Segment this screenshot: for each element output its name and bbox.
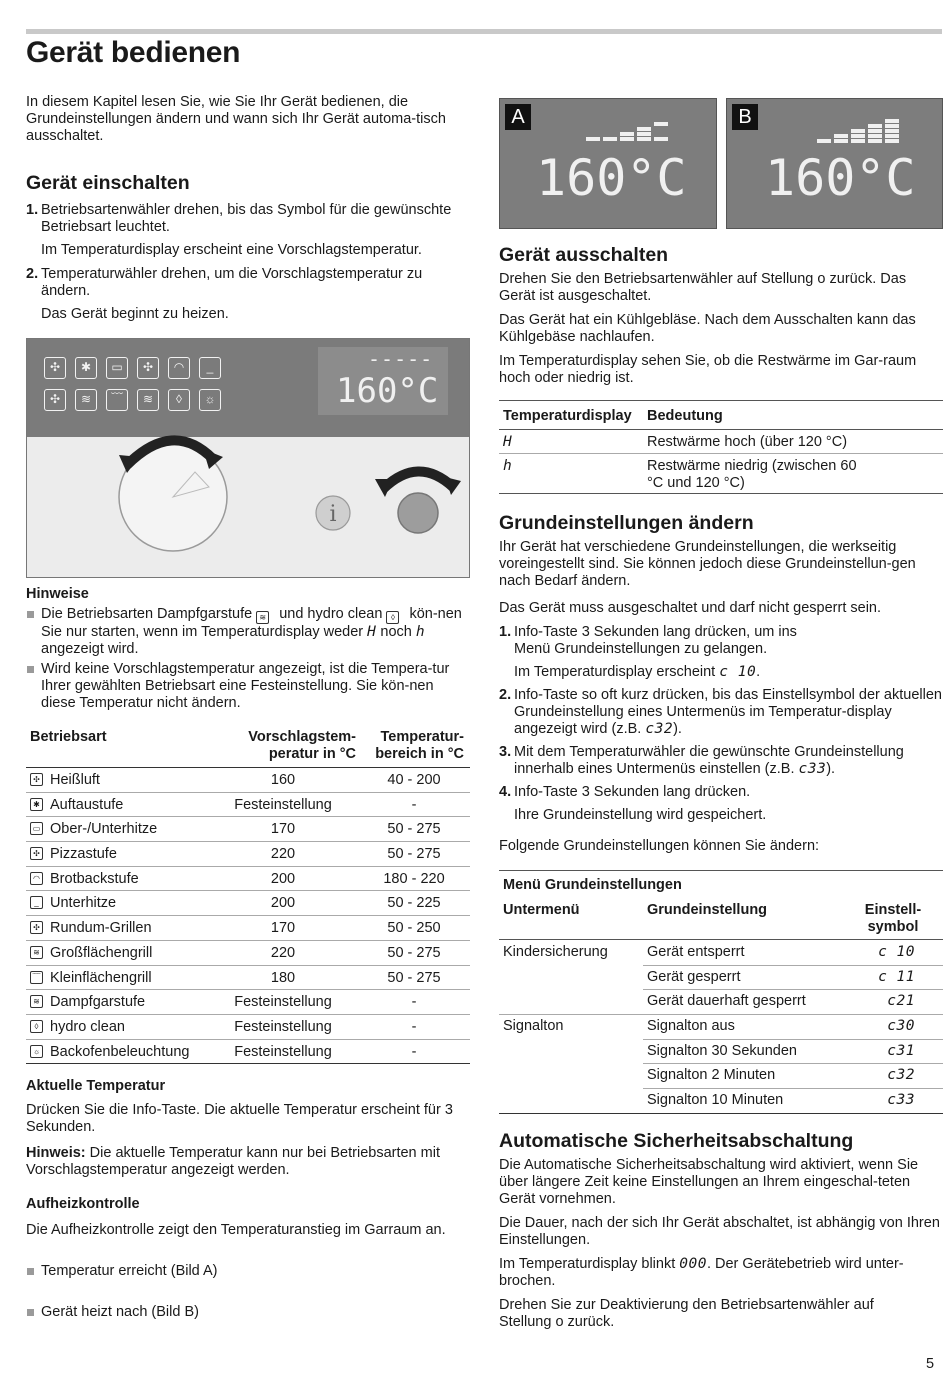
step-number: 4. — [499, 784, 512, 800]
step-1 — [26, 202, 470, 259]
fan-icon: ✣ — [30, 773, 43, 786]
hint-label: Hinweis: — [26, 1145, 86, 1161]
heading-grundeinstellungen: Grundeinstellungen ändern — [499, 512, 754, 534]
mode-range: 50 - 275 — [387, 846, 441, 863]
table-row — [26, 941, 470, 966]
mode-name: Ober-/Unterhitze — [50, 821, 158, 838]
table-title: Menü Grundeinstellungen — [503, 877, 682, 893]
round-grill-icon[interactable]: ✣ — [44, 389, 66, 411]
table-row — [26, 842, 470, 867]
mode-name: Pizzastufe — [50, 846, 117, 863]
bread-icon: ◠ — [30, 872, 43, 885]
table-row — [499, 1014, 943, 1039]
setting-symbol: c33 — [887, 1092, 915, 1109]
oven-light-icon: ☼ — [30, 1045, 43, 1058]
text: . — [756, 664, 761, 680]
display-label: A — [505, 104, 531, 130]
setting-name: Signalton 2 Minuten — [647, 1067, 776, 1084]
step-result — [514, 664, 943, 681]
display-image-a — [499, 98, 717, 229]
large-grill-icon[interactable]: ≋ — [75, 389, 97, 411]
oven-light-icon[interactable]: ☼ — [199, 389, 221, 411]
table-row — [26, 966, 470, 991]
text: Mit dem Temperaturwähler die gewünschte Grundeinstellung innerhalb eines Untermenüs einstellen (z.B. — [514, 744, 904, 777]
heading-sicherheit: Automatische Sicherheitsabschaltung — [499, 1130, 854, 1152]
hydro-clean-icon: ◊ — [30, 1020, 43, 1033]
display-code: h — [503, 458, 513, 474]
settings-table — [499, 870, 943, 1113]
panel-display-temp: 160°C — [336, 371, 439, 411]
step-3 — [499, 744, 943, 778]
step-2 — [499, 687, 943, 738]
mode-range: 50 - 275 — [387, 821, 441, 838]
table-row — [26, 891, 470, 916]
col-header: Einstell-symbol — [864, 902, 922, 935]
mode-range: - — [411, 994, 417, 1011]
settings-table-header — [499, 896, 943, 940]
step-text: Info-Taste 3 Sekunden lang drücken. — [514, 784, 751, 800]
hinweis-text: kön-nen Sie nur starten, wenn im Temperaturdisplay weder — [41, 606, 462, 640]
setting-name: Signalton aus — [647, 1018, 735, 1035]
submenu-name: Signalton — [503, 1018, 564, 1035]
top-bottom-heat-icon: ▭ — [30, 822, 43, 835]
modes-table — [26, 728, 470, 1064]
heat-bars-full — [586, 121, 668, 143]
hydro-clean-icon[interactable]: ◊ — [168, 389, 190, 411]
aktuelle-temperatur-text: Drücken Sie die Info-Taste. Die aktuelle Temperatur erscheint für 3 Sekunden. — [26, 1102, 453, 1135]
mode-name: Brotbackstufe — [50, 870, 139, 887]
steam-icon: ≋ — [256, 611, 269, 624]
steam-icon: ≋ — [30, 995, 43, 1008]
table-row — [26, 1015, 470, 1040]
grund-steps — [499, 624, 943, 824]
grund-p3: Folgende Grundeinstellungen können Sie ändern: — [499, 838, 820, 854]
modes-table-header — [26, 728, 470, 768]
grund-p1: Ihr Gerät hat verschiedene Grundeinstellungen, die werkseitig voreingestellt sind. Sie können jedoch diese Grundeinstellun-gen nach Bedarf ändern. — [499, 539, 916, 589]
mode-range: 40 - 200 — [387, 772, 441, 788]
mode-name: Rundum-Grillen — [50, 920, 152, 937]
svg-text:i: i — [329, 502, 337, 527]
mode-name: Backofenbeleuchtung — [50, 1043, 190, 1060]
table-row — [26, 1040, 470, 1065]
hinweis-text: noch — [376, 624, 416, 640]
mode-temp: Festeinstellung — [234, 1043, 332, 1060]
step-number: 2. — [26, 266, 39, 282]
settings-table-title — [499, 870, 943, 896]
hint-text: Die aktuelle Temperatur kann nur bei Betriebsarten mit Vorschlagstemperatur angezeigt werden. — [26, 1145, 440, 1178]
bread-icon[interactable]: ◠ — [168, 357, 190, 379]
step-number: 1. — [499, 624, 512, 640]
mode-range: 50 - 275 — [387, 969, 441, 986]
off-position-symbol: o — [555, 1314, 564, 1330]
settings-table-body — [499, 940, 943, 1113]
text: Im Temperaturdisplay blinkt — [499, 1256, 680, 1272]
rest-meaning: Restwärme hoch (über 120 °C) — [647, 434, 848, 450]
hinweis-item: Wird keine Vorschlagstemperatur angezeigt, ist die Tempera-tur Ihrer gewählten Betriebsart eine Festeinstellung. Sie kön-nen diese Temperatur nicht ändern. — [26, 661, 470, 712]
text: . Der Gerätebetrieb wird unter-brochen. — [499, 1256, 904, 1289]
table-row — [26, 793, 470, 818]
steam-icon[interactable]: ≋ — [137, 389, 159, 411]
setting-name: Gerät gesperrt — [647, 968, 741, 985]
col-header: Temperaturdisplay — [503, 408, 632, 424]
intro-text: In diesem Kapitel lesen Sie, wie Sie Ihr Gerät bedienen, die Grundeinstellungen ändern und wann sich Ihr Gerät automa-tisch ausschaltet. — [26, 94, 446, 144]
rest-table-row — [499, 454, 943, 494]
restwaerme-table — [499, 400, 943, 494]
mode-temp: Festeinstellung — [234, 1018, 332, 1035]
display-code: h — [415, 624, 426, 640]
submenu-name: Kindersicherung — [503, 944, 608, 960]
col-header: Betriebsart — [30, 729, 107, 745]
setting-symbol: c21 — [887, 993, 915, 1010]
mode-range: - — [411, 796, 417, 813]
panel-display — [318, 347, 448, 415]
thaw-icon[interactable]: ✱ — [75, 357, 97, 379]
hinweis-item — [26, 606, 470, 658]
table-row — [26, 867, 470, 892]
panel-display-bars: ----- — [368, 347, 434, 371]
step-number: 3. — [499, 744, 512, 760]
display-code: c 10 — [719, 664, 757, 680]
text: zurück. — [563, 1314, 615, 1330]
mode-name: Heißluft — [50, 772, 100, 788]
text: Drehen Sie den Betriebsartenwähler auf Stellung — [499, 271, 818, 287]
mode-name: Großflächengrill — [50, 944, 153, 961]
mode-range: - — [411, 1043, 417, 1060]
sicherheit-p2: Die Dauer, nach der sich Ihr Gerät abschaltet, ist abhängig von Ihren Einstellungen. — [499, 1215, 940, 1248]
mode-temp: 170 — [270, 920, 296, 937]
mode-name: hydro clean — [50, 1018, 125, 1035]
page-title: Gerät bedienen — [26, 36, 241, 69]
display-code: c32 — [645, 721, 674, 737]
hinweis-text: und hydro clean — [275, 606, 387, 622]
bottom-heat-icon[interactable]: _ — [199, 357, 221, 379]
panel-knobs — [27, 427, 469, 577]
mode-temp: Festeinstellung — [234, 994, 332, 1011]
step-number: 2. — [499, 687, 512, 703]
large-grill-icon: ≋ — [30, 946, 43, 959]
pizza-icon: ✣ — [30, 847, 43, 860]
mode-range: 50 - 225 — [387, 895, 441, 912]
setting-symbol: c31 — [887, 1042, 915, 1059]
row-divider — [499, 1113, 943, 1114]
step-1 — [499, 624, 943, 681]
hinweise-list — [26, 606, 470, 712]
step-text — [514, 687, 943, 738]
display-label: B — [732, 104, 758, 130]
step-4 — [499, 784, 943, 824]
display-code: H — [367, 624, 377, 640]
rest-table-row — [499, 430, 943, 454]
setting-name: Gerät entsperrt — [647, 944, 745, 960]
mode-range: 50 - 250 — [387, 920, 441, 937]
setting-symbol: c 11 — [878, 968, 915, 985]
text: Im Temperaturdisplay erscheint — [514, 664, 720, 680]
fan-icon[interactable]: ✣ — [44, 357, 66, 379]
table-row — [499, 1039, 943, 1064]
step-2 — [26, 266, 470, 323]
einschalten-steps — [26, 202, 470, 323]
step-text — [514, 744, 943, 778]
setting-name: Signalton 10 Minuten — [647, 1092, 784, 1109]
table-row — [26, 990, 470, 1015]
step-result: Ihre Grundeinstellung wird gespeichert. — [514, 807, 767, 823]
heading-einschalten: Gerät einschalten — [26, 172, 190, 194]
setting-name: Signalton 30 Sekunden — [647, 1042, 797, 1059]
pizza-icon[interactable]: ✣ — [137, 357, 159, 379]
table-row — [26, 817, 470, 842]
text: ). — [826, 761, 836, 777]
col-header: Untermenü — [503, 902, 580, 918]
heading-aufheizkontrolle: Aufheizkontrolle — [26, 1196, 140, 1212]
col-header: Grundeinstellung — [647, 902, 768, 918]
col-header: Bedeutung — [647, 408, 723, 424]
hinweis-text: angezeigt wird. — [41, 641, 139, 657]
heading-ausschalten: Gerät ausschalten — [499, 244, 669, 266]
text: ). — [673, 721, 682, 737]
sicherheit-p4 — [499, 1297, 919, 1331]
mode-temp: 160 — [270, 772, 296, 788]
mode-range: 180 - 220 — [383, 870, 445, 887]
table-row — [499, 989, 943, 1014]
mode-range: 50 - 275 — [387, 944, 441, 961]
setting-symbol: c 10 — [878, 944, 915, 960]
aktuelle-temperatur-hint — [26, 1145, 470, 1179]
mode-temp: Festeinstellung — [234, 796, 332, 813]
setting-name: Gerät dauerhaft gesperrt — [647, 993, 806, 1010]
mode-temp: 220 — [270, 846, 296, 863]
table-row — [26, 916, 470, 941]
mode-name: Unterhitze — [50, 895, 117, 912]
table-row — [499, 1063, 943, 1088]
mode-name: Auftaustufe — [50, 796, 124, 813]
bottom-heat-icon: _ — [30, 896, 43, 909]
aufheizkontrolle-item: Temperatur erreicht (Bild A) — [26, 1263, 470, 1280]
mode-range: - — [411, 1018, 417, 1035]
step-text: Betriebsartenwähler drehen, bis das Symbol für die gewünschte Betriebsart leuchtet. — [41, 202, 452, 235]
display-code: H — [503, 434, 513, 450]
top-bottom-heat-icon[interactable]: ▭ — [106, 357, 128, 379]
mode-temp: 180 — [270, 969, 296, 986]
step-text: Temperaturwähler drehen, um die Vorschlagstemperatur zu ändern. — [41, 266, 423, 299]
col-header: Vorschlagstem-peratur in °C — [248, 729, 356, 762]
rest-meaning: Restwärme niedrig (zwischen 60 °C und 120 °C) — [647, 458, 857, 491]
display-temp: 160°C — [765, 149, 916, 207]
setting-symbol: c30 — [887, 1018, 915, 1035]
text: Drehen Sie zur Deaktivierung den Betriebsartenwähler auf Stellung — [499, 1297, 874, 1330]
aufheizkontrolle-item: Gerät heizt nach (Bild B) — [26, 1304, 470, 1321]
mode-icon-grid — [44, 357, 230, 417]
grund-p2: Das Gerät muss ausgeschaltet und darf nicht gesperrt sein. — [499, 600, 882, 616]
display-code: 000 — [679, 1256, 707, 1272]
step-result: Im Temperaturdisplay erscheint eine Vorschlagstemperatur. — [41, 242, 422, 258]
display-code: c33 — [798, 761, 827, 777]
left-column — [26, 0, 470, 1320]
page-number: 5 — [926, 1356, 935, 1372]
mode-name: Dampfgarstufe — [50, 994, 146, 1011]
ausschalten-p3: Im Temperaturdisplay sehen Sie, ob die Restwärme im Gar-raum hoch oder niedrig ist. — [499, 353, 917, 386]
mode-temp: 200 — [270, 895, 296, 912]
heading-aktuelle-temperatur: Aktuelle Temperatur — [26, 1078, 166, 1094]
thaw-icon: ✱ — [30, 798, 43, 811]
table-row — [499, 965, 943, 990]
step-number: 1. — [26, 202, 39, 218]
rest-table-header — [499, 400, 943, 430]
hinweis-text: Die Betriebsarten Dampfgarstufe — [41, 606, 257, 622]
mode-name: Kleinflächengrill — [50, 969, 152, 986]
ausschalten-p2: Das Gerät hat ein Kühlgebläse. Nach dem Ausschalten kann das Kühlgebäse nachlaufen. — [499, 312, 916, 345]
sicherheit-p3 — [499, 1256, 943, 1290]
small-grill-icon: ﹋ — [30, 971, 43, 984]
display-temp: 160°C — [536, 149, 687, 207]
control-panel-illustration — [26, 338, 470, 578]
col-header: Temperatur-bereich in °C — [375, 729, 464, 762]
heat-bars-heating — [817, 117, 907, 145]
small-grill-icon[interactable]: ﹋ — [106, 389, 128, 411]
display-image-b — [726, 98, 943, 229]
step-text: Info-Taste 3 Sekunden lang drücken, um ins Menü Grundeinstellungen zu gelangen. — [514, 624, 797, 657]
mode-temp: 170 — [270, 821, 296, 838]
text: zurück. Das Gerät ist ausgeschaltet. — [499, 271, 907, 304]
table-row — [499, 940, 943, 965]
off-position-symbol: o — [817, 271, 826, 287]
setting-symbol: c32 — [887, 1067, 915, 1084]
text: Info-Taste so oft kurz drücken, bis das Einstellsymbol der aktuellen Grundeinstellung eines Untermenüs im Temperatur-display angezeigt wird (z.B. — [514, 687, 942, 737]
hydro-clean-icon: ◊ — [386, 611, 399, 624]
step-result: Das Gerät beginnt zu heizen. — [41, 306, 229, 322]
aufheizkontrolle-text: Die Aufheizkontrolle zeigt den Temperaturanstieg im Garraum an. — [26, 1222, 446, 1238]
sicherheit-p1: Die Automatische Sicherheitsabschaltung wird aktiviert, wenn Sie über längere Zeit keine Einstellungen an Ihrem eingeschal-teten Gerät vornehmen. — [499, 1157, 919, 1207]
table-row — [26, 768, 470, 793]
modes-table-body — [26, 768, 470, 1064]
round-grill-icon: ✣ — [30, 921, 43, 934]
table-row — [499, 1088, 943, 1113]
mode-temp: 200 — [270, 870, 296, 887]
ausschalten-p1 — [499, 271, 943, 305]
mode-temp: 220 — [270, 944, 296, 961]
heading-hinweise: Hinweise — [26, 586, 89, 602]
